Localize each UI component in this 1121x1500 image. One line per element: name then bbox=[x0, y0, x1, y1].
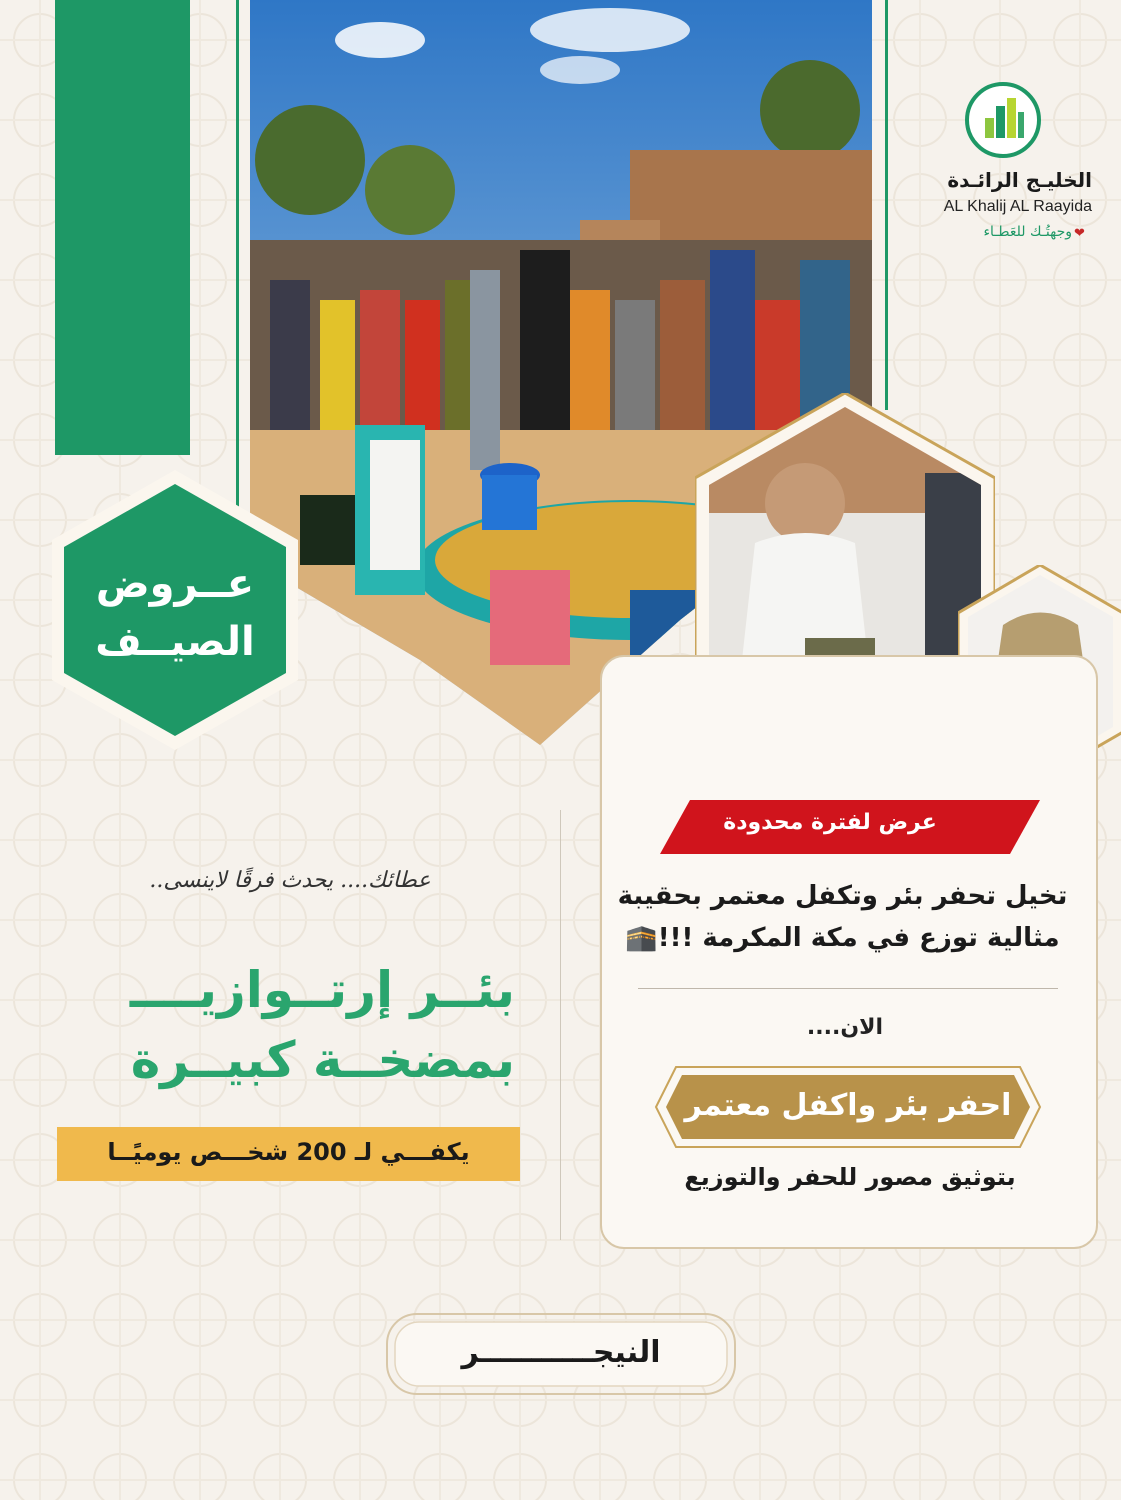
country-label: النيجـــــــــــر bbox=[461, 1335, 661, 1370]
green-side-bar bbox=[55, 0, 190, 455]
brand-name-ar: الخليـج الرائـدة bbox=[947, 168, 1092, 192]
documentation-note: بتوثيق مصور للحفر والتوزيع bbox=[684, 1163, 1016, 1191]
ribbon-label: عرض لفترة محدودة bbox=[723, 810, 937, 835]
brand-logo-icon bbox=[963, 80, 1043, 160]
badge-title: عــروض الصيــف bbox=[95, 561, 255, 665]
offer-description: تخيل تحفر بئر وتكفل معتمر بحقيبة مثالية توزع في مكة المكرمة !!!🕋 bbox=[617, 881, 1068, 953]
divider bbox=[638, 988, 1058, 989]
vertical-divider bbox=[560, 810, 561, 1240]
brand-name-en: AL Khalij AL Raayida bbox=[943, 198, 1092, 215]
heart-icon: ❤ bbox=[1074, 226, 1085, 241]
brand-tagline: وجهتُـك للعَطـاء bbox=[983, 224, 1072, 240]
cta-button[interactable]: احفر بئر واكفل معتمر bbox=[684, 1088, 1012, 1123]
now-label: الان.... bbox=[806, 1015, 884, 1040]
capacity-text: يكفـــي لـ 200 شخـــص يوميًــا bbox=[107, 1138, 470, 1166]
headline: بئــر إرتــوازيــــ بمضخــة كبيــرة bbox=[129, 961, 515, 1089]
quote-text: عطائك.... يحدث فرقًا لاينسى.. bbox=[149, 868, 431, 893]
